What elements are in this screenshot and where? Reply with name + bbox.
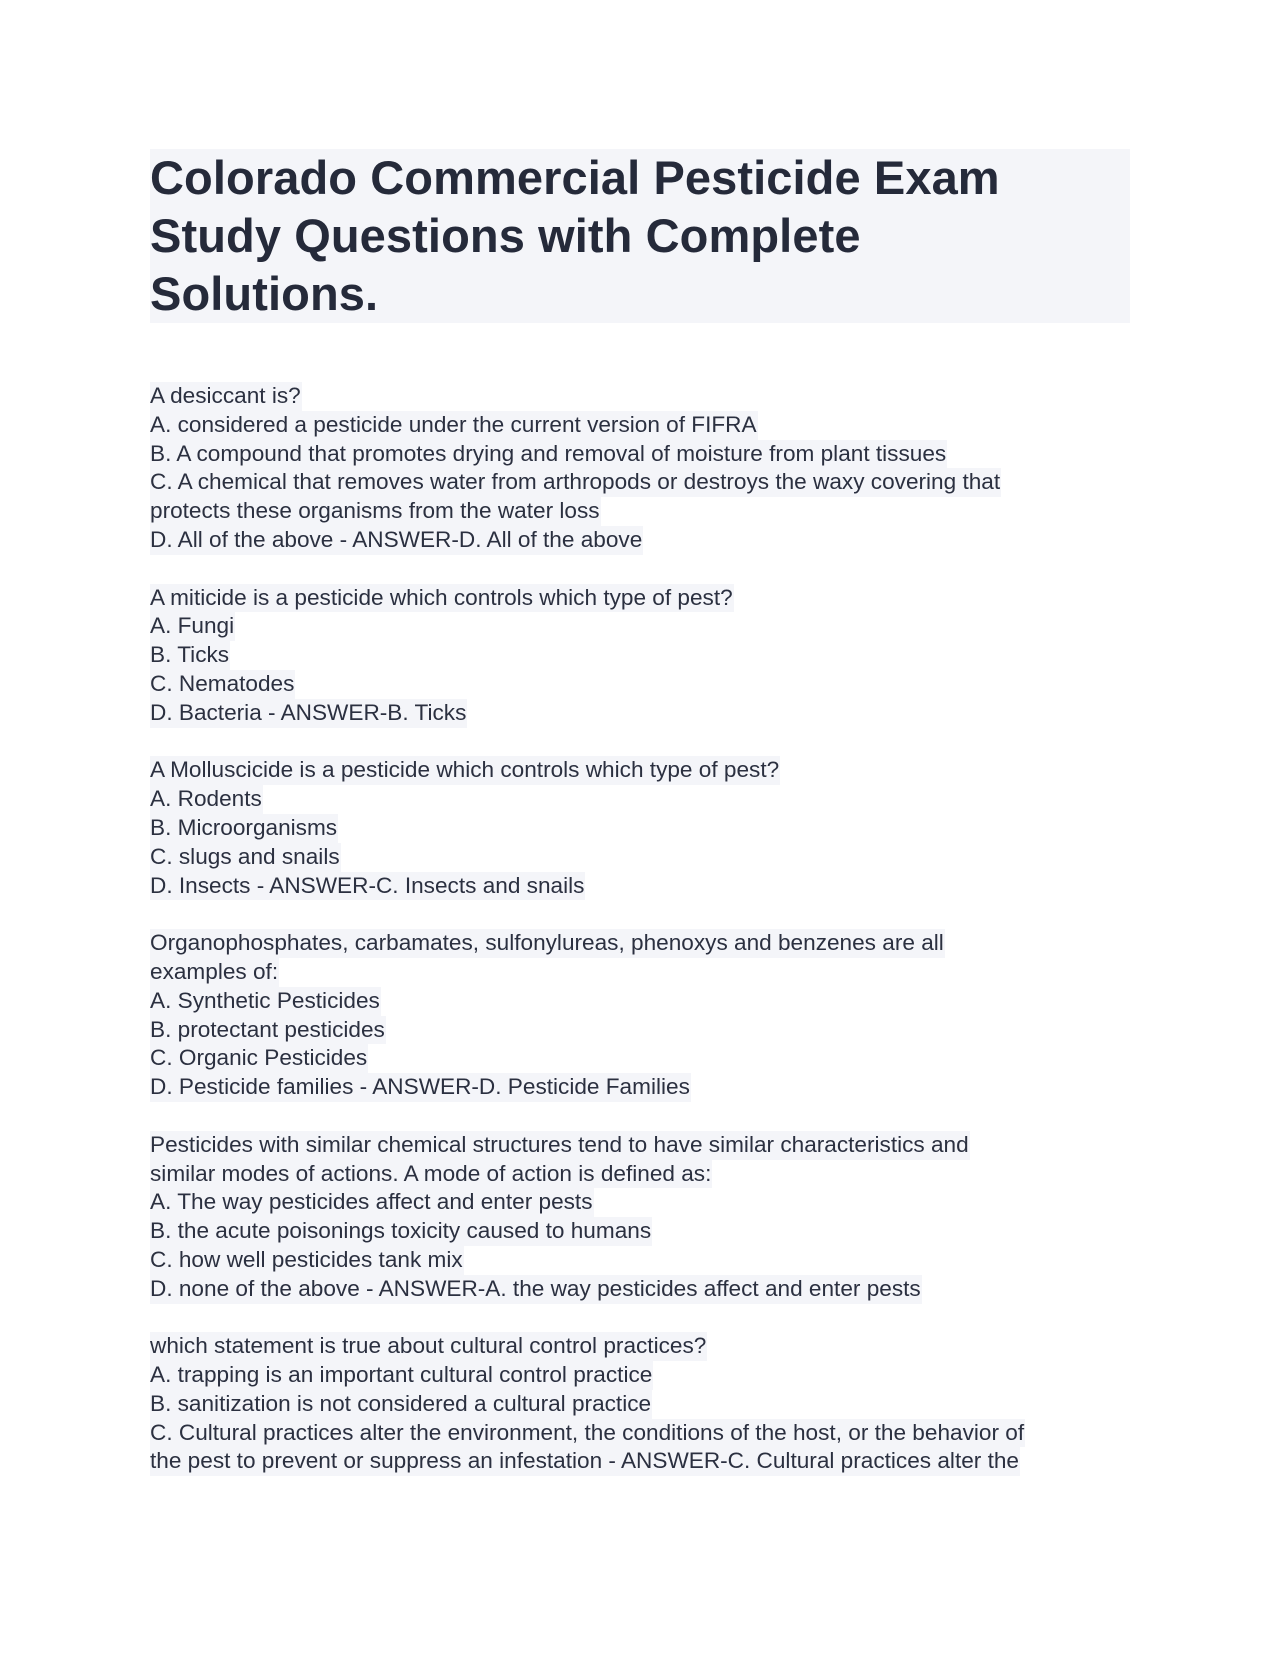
option-line: protects these organisms from the water loss [150, 497, 601, 526]
question-line: which statement is true about cultural control practices? [150, 1332, 707, 1361]
question-text [150, 929, 1132, 958]
option-d-answer [150, 1073, 1132, 1102]
question-block-cultural-control [150, 1332, 1132, 1476]
option-b [150, 641, 1132, 670]
document-page [150, 149, 1132, 1505]
option-c [150, 843, 1132, 872]
document-body [150, 382, 1132, 1476]
question-text [150, 1332, 1132, 1361]
option-line: B. A compound that promotes drying and removal of moisture from plant tissues [150, 440, 947, 469]
option-line: C. Nematodes [150, 670, 295, 699]
option-c [150, 1246, 1132, 1275]
option-c-continued [150, 497, 1132, 526]
option-line: A. considered a pesticide under the current version of FIFRA [150, 411, 758, 440]
option-b [150, 440, 1132, 469]
option-a [150, 411, 1132, 440]
option-line: B. Microorganisms [150, 814, 338, 843]
option-d-answer [150, 526, 1132, 555]
answer-line: the pest to prevent or suppress an infestation - ANSWER-C. Cultural practices alter the [150, 1447, 1020, 1476]
option-a [150, 1188, 1132, 1217]
option-line: B. protectant pesticides [150, 1016, 386, 1045]
option-b [150, 1217, 1132, 1246]
option-line: A. Rodents [150, 785, 263, 814]
option-b [150, 814, 1132, 843]
option-line: C. Organic Pesticides [150, 1044, 368, 1073]
option-d-answer [150, 699, 1132, 728]
question-line: A Molluscicide is a pesticide which controls which type of pest? [150, 756, 780, 785]
question-text [150, 1131, 1132, 1160]
option-c [150, 1419, 1132, 1448]
title-line: Study Questions with Complete [150, 209, 861, 262]
question-block-mode-of-action [150, 1131, 1132, 1304]
option-c [150, 670, 1132, 699]
answer-line: D. Pesticide families - ANSWER-D. Pesticide Families [150, 1073, 691, 1102]
option-a [150, 987, 1132, 1016]
answer-line: D. Bacteria - ANSWER-B. Ticks [150, 699, 467, 728]
question-text [150, 584, 1132, 613]
document-title [150, 149, 1130, 323]
option-b [150, 1016, 1132, 1045]
option-a [150, 612, 1132, 641]
question-text-continued [150, 1160, 1132, 1189]
question-block-molluscicide [150, 756, 1132, 900]
question-line: similar modes of actions. A mode of action is defined as: [150, 1160, 712, 1189]
option-c [150, 468, 1132, 497]
question-block-desiccant [150, 382, 1132, 555]
question-line: A desiccant is? [150, 382, 302, 411]
option-d-answer [150, 1275, 1132, 1304]
option-line: C. how well pesticides tank mix [150, 1246, 464, 1275]
answer-line: D. All of the above - ANSWER-D. All of the above [150, 526, 643, 555]
option-a [150, 1361, 1132, 1390]
option-line: C. A chemical that removes water from arthropods or destroys the waxy covering that [150, 468, 1001, 497]
question-line: Pesticides with similar chemical structures tend to have similar characteristics and [150, 1131, 970, 1160]
option-line: C. slugs and snails [150, 843, 341, 872]
question-line: examples of: [150, 958, 279, 987]
question-line: Organophosphates, carbamates, sulfonylureas, phenoxys and benzenes are all [150, 929, 945, 958]
option-line: B. sanitization is not considered a cultural practice [150, 1390, 652, 1419]
question-text-continued [150, 958, 1132, 987]
question-line: A miticide is a pesticide which controls which type of pest? [150, 584, 734, 613]
option-line: B. Ticks [150, 641, 230, 670]
option-line: C. Cultural practices alter the environment, the conditions of the host, or the behavior of [150, 1419, 1025, 1448]
option-c-answer [150, 1447, 1132, 1476]
option-line: A. trapping is an important cultural control practice [150, 1361, 653, 1390]
question-block-miticide [150, 584, 1132, 728]
question-text [150, 382, 1132, 411]
question-block-pesticide-families [150, 929, 1132, 1102]
option-d-answer [150, 872, 1132, 901]
option-line: A. Fungi [150, 612, 235, 641]
option-line: A. The way pesticides affect and enter pests [150, 1188, 594, 1217]
title-line: Colorado Commercial Pesticide Exam [150, 151, 1000, 204]
option-line: A. Synthetic Pesticides [150, 987, 381, 1016]
title-line: Solutions. [150, 267, 379, 320]
option-line: B. the acute poisonings toxicity caused to humans [150, 1217, 652, 1246]
option-b [150, 1390, 1132, 1419]
answer-line: D. Insects - ANSWER-C. Insects and snails [150, 872, 585, 901]
option-c [150, 1044, 1132, 1073]
answer-line: D. none of the above - ANSWER-A. the way pesticides affect and enter pests [150, 1275, 922, 1304]
question-text [150, 756, 1132, 785]
option-a [150, 785, 1132, 814]
